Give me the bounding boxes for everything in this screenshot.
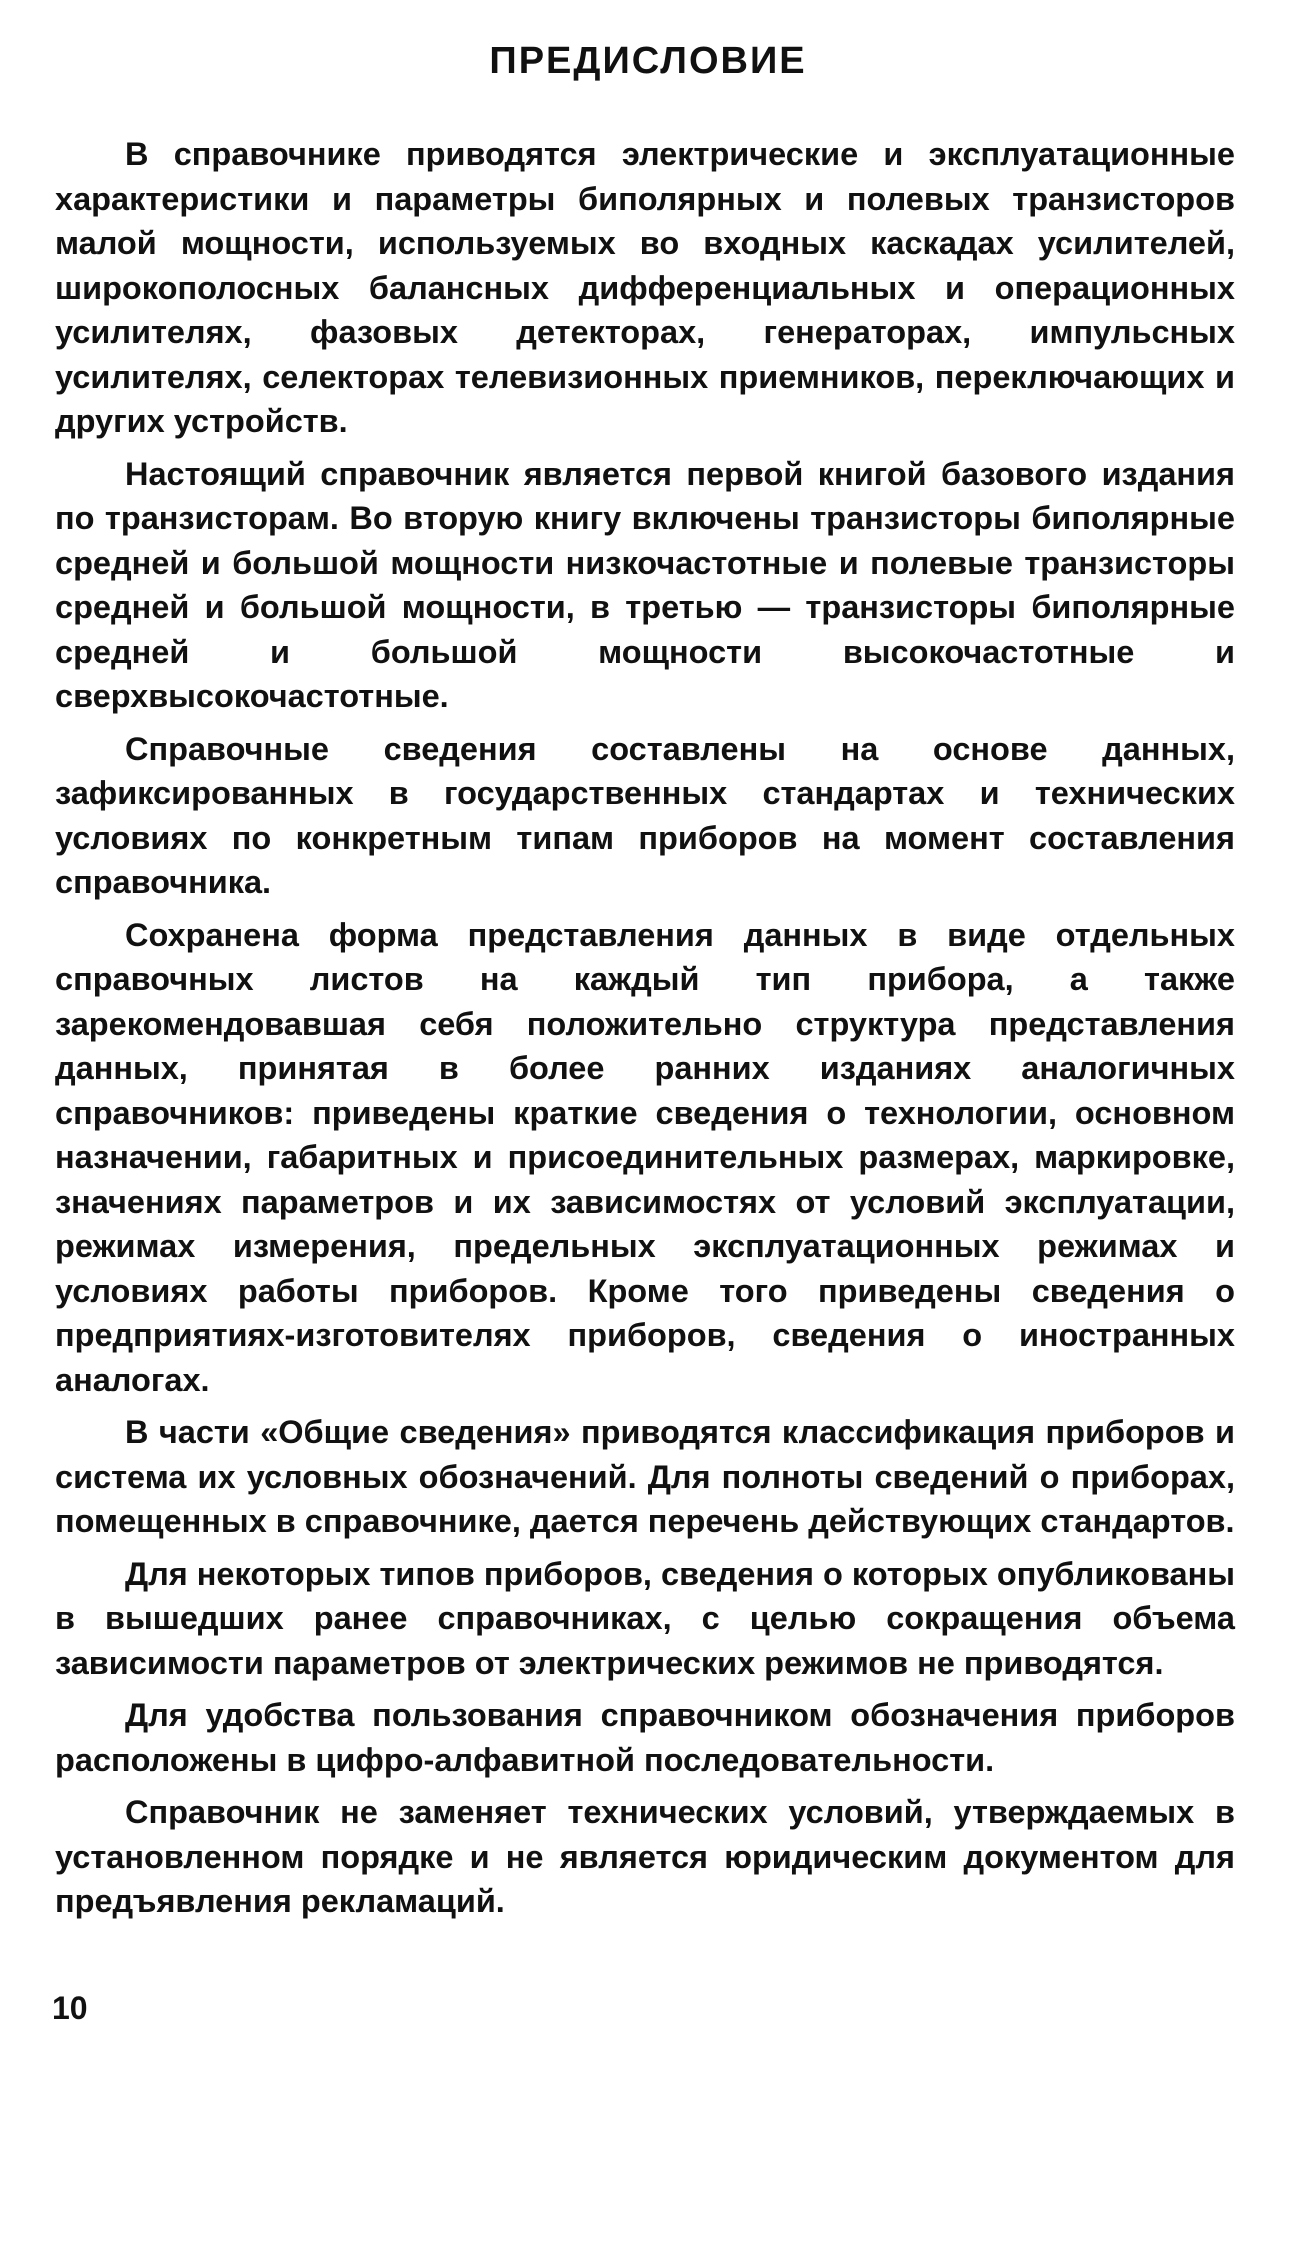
paragraph-2: Настоящий справочник является первой книгой базового издания по транзисторам. Во вторую книгу включены транзисторы биполярные средней и большой мощности низкочастотные и полевые транзисторы средней и большой мощности, в третью — транзисторы биполярные средней и большой мощности высокочастотные и сверхвысокочастотные.	[55, 455, 1235, 714]
page-title: ПРЕДИСЛОВИЕ	[489, 40, 807, 82]
paragraph-1: В справочнике приводятся электрические и эксплуатационные характеристики и параметры биполярных и полевых транзисторов малой мощности, используемых во входных каскадах усилителей, широкополосных балансных дифференциальных и операционных усилителях, фазовых детекторах, генераторах, импульсных усилителях, селекторах телевизионных приемников, переключающих и других устройств.	[55, 136, 1235, 439]
paragraph-8: Справочник не заменяет технических условий, утверждаемых в установленном порядке и не является юридическим документом для предъявления рекламаций.	[55, 1794, 1235, 1919]
paragraph-7: Для удобства пользования справочником обозначения приборов расположены в цифро-алфавитной последовательности.	[55, 1697, 1235, 1778]
preface-body	[55, 132, 1235, 1932]
paragraph-4: Сохранена форма представления данных в виде отдельных справочных листов на каждый тип прибора, а также зарекомендовавшая себя положительно структура представления данных, принятая в более ранних изданиях аналогичных справочников: приведены краткие сведения о технологии, основном назначении, габаритных и присоединительных размерах, маркировке, значениях параметров и их зависимостях от условий эксплуатации, режимах измерения, предельных эксплуатационных режимах и условиях работы приборов. Кроме того приведены сведения о предприятиях-изготовителях приборов, сведения о иностранных аналогах.	[55, 916, 1235, 1398]
paragraph-3: Справочные сведения составлены на основе данных, зафиксированных в государственных стандартах и технических условиях по конкретным типам приборов на момент составления справочника.	[55, 730, 1235, 900]
paragraph-5: В части «Общие сведения» приводятся классификация приборов и система их условных обозначений. Для полноты сведений о приборах, помещенных в справочнике, дается перечень действующих стандартов.	[55, 1414, 1235, 1539]
page-number: 10	[52, 1990, 88, 2026]
paragraph-6: Для некоторых типов приборов, сведения о которых опубликованы в вышедших ранее справочниках, с целью сокращения объема зависимости параметров от электрических режимов не приводятся.	[55, 1555, 1235, 1681]
